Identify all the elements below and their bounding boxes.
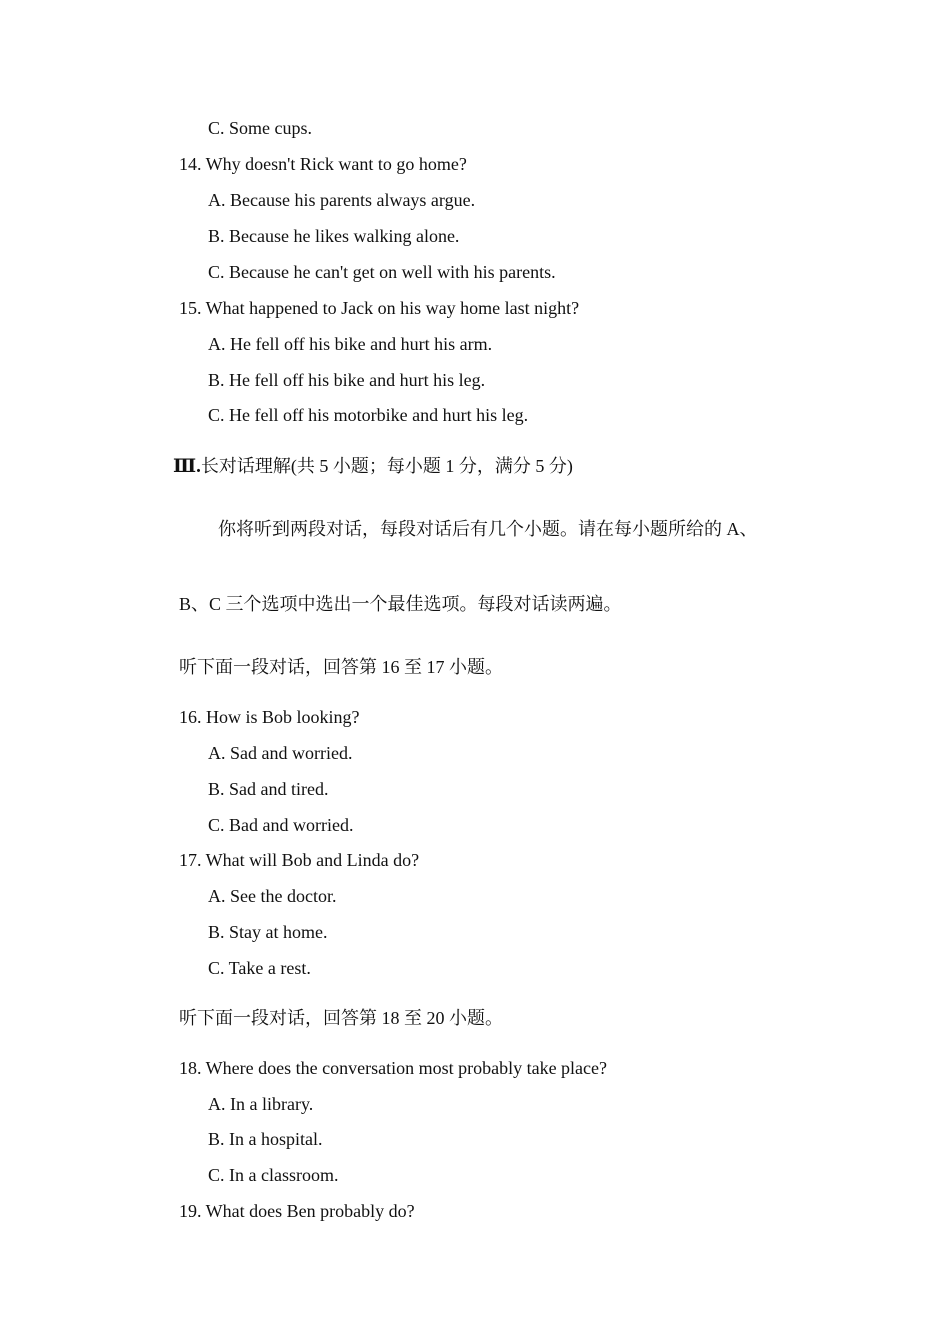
option-16b: B. Sad and tired. [208,779,329,799]
question-17: 17. What will Bob and Linda do? [179,850,420,870]
option-17a: A. See the doctor. [208,886,337,906]
option-17b: B. Stay at home. [208,922,328,942]
dialogue-intro-2: 听下面一段对话，回答第 18 至 20 小题。 [179,1008,503,1028]
section-number: Ⅲ. [173,456,201,477]
question-19: 19. What does Ben probably do? [179,1201,415,1221]
option-15b: B. He fell off his bike and hurt his leg. [208,370,486,390]
option-18c: C. In a classroom. [208,1165,339,1185]
section-heading [173,455,573,478]
dialogue-intro-1: 听下面一段对话，回答第 16 至 17 小题。 [179,657,503,677]
question-18: 18. Where does the conversation most probably take place? [179,1058,608,1078]
option-14c: C. Because he can't get on well with his parents. [208,262,556,282]
option-18b: B. In a hospital. [208,1129,323,1149]
question-14: 14. Why doesn't Rick want to go home? [179,154,467,174]
question-15: 15. What happened to Jack on his way home last night? [179,298,580,318]
option-14b: B. Because he likes walking alone. [208,226,460,246]
option-16c: C. Bad and worried. [208,815,354,835]
question-16: 16. How is Bob looking? [179,707,360,727]
option-17c: C. Take a rest. [208,958,311,978]
option-text: C. Some cups. [208,118,313,138]
option-14a: A. Because his parents always argue. [208,190,476,210]
section-title: 长对话理解(共 5 小题；每小题 1 分，满分 5 分) [200,456,573,476]
option-15a: A. He fell off his bike and hurt his arm. [208,334,493,354]
option-18a: A. In a library. [208,1094,314,1114]
option-16a: A. Sad and worried. [208,743,353,763]
instruction-line-2: B、C 三个选项中选出一个最佳选项。每段对话读两遍。 [179,594,622,614]
instruction-line-1: 你将听到两段对话，每段对话后有几个小题。请在每小题所给的 A、 [218,519,758,539]
option-15c: C. He fell off his motorbike and hurt his leg. [208,405,529,425]
